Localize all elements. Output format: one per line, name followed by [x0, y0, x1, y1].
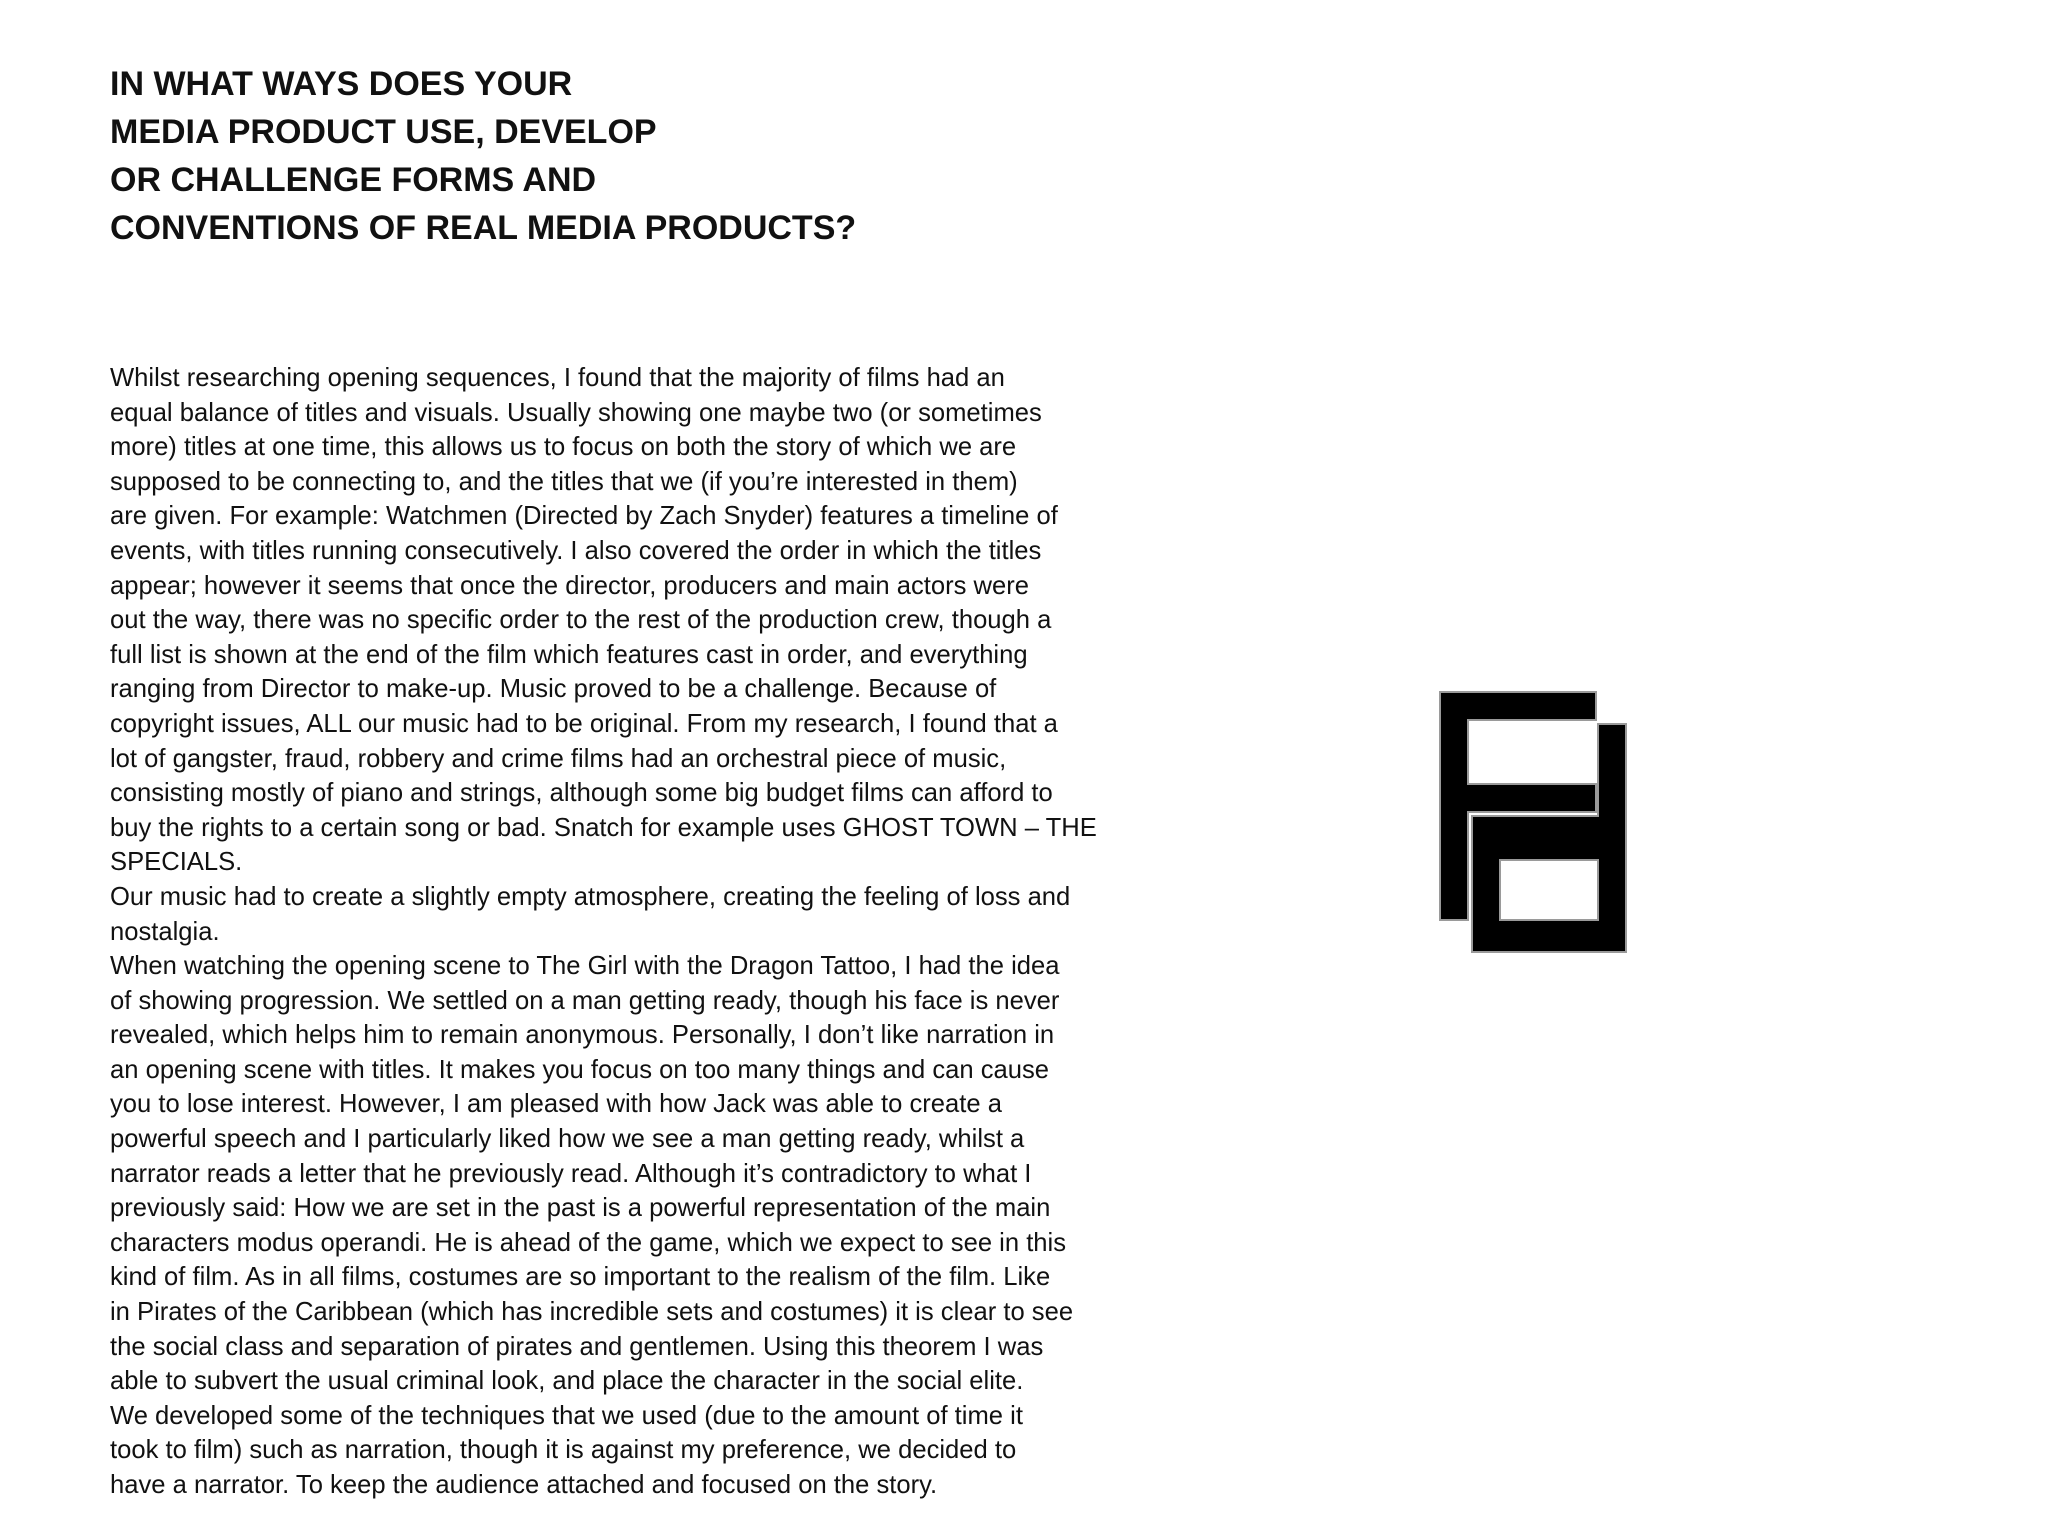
title-line-1: IN WHAT WAYS DOES YOUR: [110, 65, 573, 103]
title-line-2: MEDIA PRODUCT USE, DEVELOP: [110, 113, 657, 151]
body-line: buy the rights to a certain song or bad. Snatch for example uses GHOST TOWN – THE: [110, 813, 1097, 842]
body-line: Our music had to create a slightly empty atmosphere, creating the feeling of loss and: [110, 882, 1071, 911]
body-line: SPECIALS.: [110, 848, 243, 877]
body-line: equal balance of titles and visuals. Usually showing one maybe two (or sometimes: [110, 398, 1042, 427]
body-line: an opening scene with titles. It makes you focus on too many things and can cause: [110, 1055, 1049, 1084]
body-line: the social class and separation of pirates and gentlemen. Using this theorem I was: [110, 1332, 1044, 1361]
body-line: narrator reads a letter that he previously read. Although it’s contradictory to what I: [110, 1159, 1032, 1188]
logo-d-shape: [1472, 724, 1626, 952]
fd-monogram-logo: [1436, 688, 1636, 958]
body-line: able to subvert the usual criminal look, and place the character in the social elite.: [110, 1367, 1024, 1396]
body-line: in Pirates of the Caribbean (which has incredible sets and costumes) it is clear to see: [110, 1298, 1074, 1327]
logo-f-shape: [1440, 692, 1596, 920]
body-line: took to film) such as narration, though it is against my preference, we decided to: [110, 1436, 1017, 1465]
body-line: lot of gangster, fraud, robbery and crime films had an orchestral piece of music,: [110, 744, 1007, 773]
fd-logo-icon: [1436, 688, 1636, 958]
body-line: of showing progression. We settled on a man getting ready, though his face is never: [110, 986, 1060, 1015]
title-line-3: OR CHALLENGE FORMS AND: [110, 161, 597, 199]
body-line: have a narrator. To keep the audience attached and focused on the story.: [110, 1471, 938, 1499]
body-line: are given. For example: Watchmen (Directed by Zach Snyder) features a timeline of: [110, 502, 1058, 531]
body-line: powerful speech and I particularly liked how we see a man getting ready, whilst a: [110, 1125, 1025, 1154]
body-line: characters modus operandi. He is ahead of the game, which we expect to see in this: [110, 1228, 1067, 1257]
body-line: Whilst researching opening sequences, I found that the majority of films had an: [110, 364, 1005, 392]
body-line: revealed, which helps him to remain anonymous. Personally, I don’t like narration in: [110, 1021, 1055, 1050]
page-title: [110, 60, 1010, 252]
body-line: previously said: How we are set in the past is a powerful representation of the main: [110, 1194, 1051, 1223]
title-line-4: CONVENTIONS OF REAL MEDIA PRODUCTS?: [110, 209, 857, 247]
body-line: supposed to be connecting to, and the titles that we (if you’re interested in them): [110, 467, 1018, 496]
body-line: nostalgia.: [110, 917, 220, 946]
body-line: you to lose interest. However, I am pleased with how Jack was able to create a: [110, 1090, 1002, 1119]
body-line: We developed some of the techniques that we used (due to the amount of time it: [110, 1401, 1023, 1430]
body-line: full list is shown at the end of the film which features cast in order, and everything: [110, 640, 1028, 669]
body-line: kind of film. As in all films, costumes are so important to the realism of the film. Like: [110, 1263, 1051, 1292]
body-line: events, with titles running consecutively. I also covered the order in which the titles: [110, 536, 1042, 565]
body-line: appear; however it seems that once the director, producers and main actors were: [110, 571, 1030, 600]
body-line: ranging from Director to make-up. Music proved to be a challenge. Because of: [110, 675, 997, 704]
body-line: consisting mostly of piano and strings, although some big budget films can afford to: [110, 779, 1053, 808]
body-text: [110, 361, 1110, 1503]
body-line: more) titles at one time, this allows us to focus on both the story of which we are: [110, 433, 1017, 462]
body-line: copyright issues, ALL our music had to be original. From my research, I found that a: [110, 709, 1058, 738]
body-line: When watching the opening scene to The Girl with the Dragon Tattoo, I had the idea: [110, 952, 1060, 981]
body-line: out the way, there was no specific order to the rest of the production crew, though a: [110, 606, 1052, 635]
